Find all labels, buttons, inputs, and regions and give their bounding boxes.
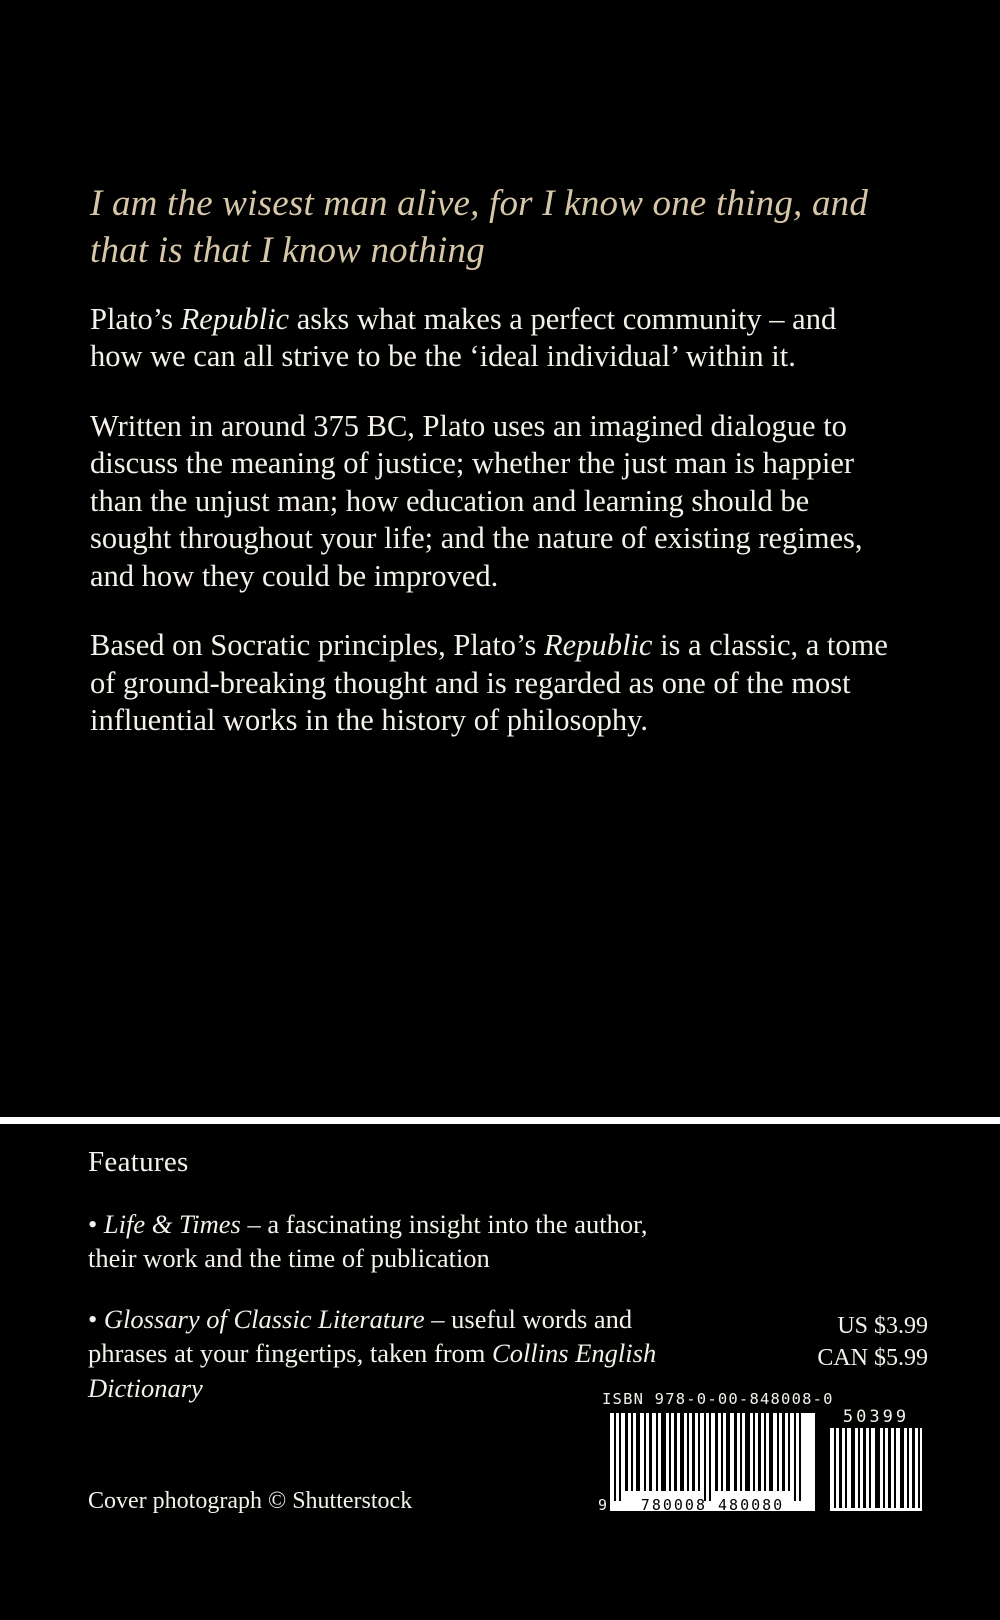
features-block [88,1146,668,1431]
addon-barcode-bars [830,1428,922,1511]
price-us: US $3.99 [837,1313,928,1339]
isbn-label: ISBN 978-0-00-848008-0 [602,1390,834,1408]
ean13-barcode [598,1413,815,1514]
blurb-paragraph-3: Based on Socratic principles, Plato’s Republic is a classic, a tome of ground-breaking thought and is regarded as one of the most influential works in the history of philosophy. [90,628,888,738]
addon-digits: 50399 [842,1407,910,1427]
feature-item: • Life & Times – a fascinating insight into the author, their work and the time of publication [88,1209,648,1274]
blurb-paragraph-2: Written in around 375 BC, Plato uses an imagined dialogue to discuss the meaning of justice; whether the just man is happier than the unjust man; how education and learning should be sought throughout your life; and the nature of existing regimes, and how they could be improved. [90,408,863,593]
price-block [817,1310,928,1375]
ean5-addon-barcode [830,1407,922,1511]
feature-item: • Glossary of Classic Literature – useful words and phrases at your fingertips, taken from Collins English Dictionary [88,1303,657,1403]
features-title: Features [88,1146,189,1178]
ean-first-digit: 9 [598,1496,608,1514]
blurb-block [90,180,890,740]
blurb-paragraph-1: Plato’s Republic asks what makes a perfect community – and how we can all strive to be the ‘ideal individual’ within it. [90,301,837,374]
ean-digits: 780008 480080 [640,1496,785,1514]
cover-photo-credit: Cover photograph © Shutterstock [88,1488,413,1514]
pull-quote: I am the wisest man alive, for I know one thing, and that is that I know nothing [90,183,869,272]
price-can: CAN $5.99 [817,1345,928,1372]
